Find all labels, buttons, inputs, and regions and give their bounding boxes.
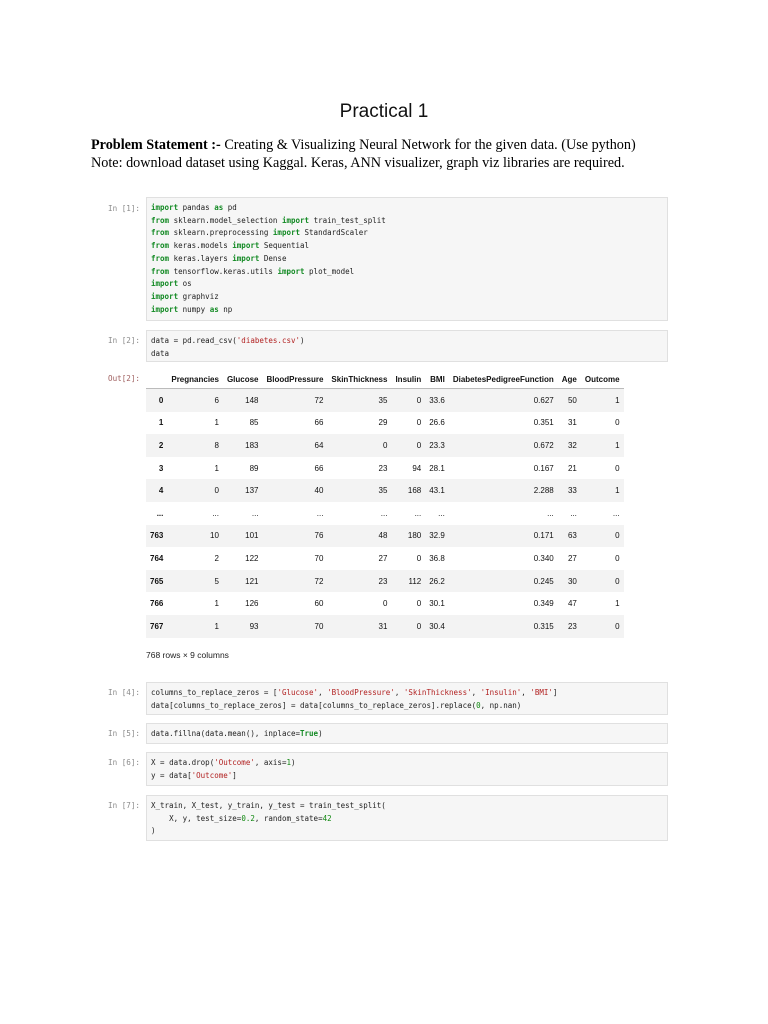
column-header: SkinThickness bbox=[327, 370, 391, 389]
code-input[interactable] bbox=[146, 330, 668, 362]
table-cell: 36.8 bbox=[429, 553, 445, 563]
table-row bbox=[146, 547, 624, 570]
statement-note: Note: download dataset using Kaggal. Keras, ANN visualizer, graph viz libraries are required. bbox=[91, 155, 625, 171]
cell-prompt: In [4]: bbox=[108, 688, 141, 697]
dataframe-shape: 768 rows × 9 columns bbox=[146, 650, 229, 660]
table-row bbox=[146, 479, 624, 502]
table-cell: 66 bbox=[314, 418, 324, 428]
table-cell: 63 bbox=[567, 531, 577, 541]
table-cell: ... bbox=[212, 508, 219, 518]
table-cell: 10 bbox=[210, 531, 219, 541]
table-header-row bbox=[146, 370, 624, 389]
table-cell: 0.167 bbox=[533, 463, 554, 473]
table-cell: 72 bbox=[314, 576, 324, 586]
row-index: 764 bbox=[150, 553, 164, 563]
table-cell: 0 bbox=[416, 599, 422, 609]
table-cell: 126 bbox=[245, 599, 259, 609]
table-cell: 47 bbox=[567, 599, 577, 609]
column-header: DiabetesPedigreeFunction bbox=[449, 370, 558, 389]
code-line: import pandas as pd bbox=[151, 203, 237, 212]
row-index: 0 bbox=[158, 395, 164, 405]
table-cell: 1 bbox=[214, 463, 219, 473]
code-input[interactable] bbox=[146, 795, 668, 841]
row-index: 2 bbox=[158, 440, 164, 450]
table-row bbox=[146, 615, 624, 638]
table-cell: 0 bbox=[416, 418, 422, 428]
table-cell: 60 bbox=[314, 599, 324, 609]
table-cell: 1 bbox=[214, 621, 219, 631]
row-index: 1 bbox=[158, 418, 164, 428]
table-cell: 183 bbox=[245, 440, 259, 450]
table-cell: ... bbox=[570, 508, 577, 518]
table-cell: 0 bbox=[615, 553, 620, 563]
table-cell: 0.627 bbox=[533, 395, 554, 405]
table-cell: 0.340 bbox=[533, 553, 554, 563]
row-index: 767 bbox=[150, 621, 164, 631]
table-cell: 1 bbox=[615, 599, 620, 609]
row-index: 766 bbox=[150, 599, 164, 609]
row-index: 763 bbox=[150, 531, 164, 541]
table-cell: 122 bbox=[245, 553, 259, 563]
table-cell: 0.672 bbox=[533, 440, 554, 450]
code-line: ) bbox=[151, 826, 156, 836]
table-cell: 0 bbox=[615, 576, 620, 586]
table-cell: 5 bbox=[214, 576, 219, 586]
table-row bbox=[146, 570, 624, 593]
table-cell: 2.288 bbox=[533, 486, 554, 496]
table-cell: 6 bbox=[214, 395, 219, 405]
statement-text: Creating & Visualizing Neural Network for the given data. (Use python) bbox=[220, 137, 636, 153]
table-cell: 121 bbox=[245, 576, 259, 586]
table-cell: 148 bbox=[245, 395, 259, 405]
table-cell: 85 bbox=[249, 418, 259, 428]
table-cell: 33.6 bbox=[429, 395, 445, 405]
table-cell: 1 bbox=[214, 599, 219, 609]
table-cell: 89 bbox=[249, 463, 259, 473]
code-input[interactable] bbox=[146, 682, 668, 715]
table-cell: 23 bbox=[378, 576, 388, 586]
table-cell: 31 bbox=[567, 418, 577, 428]
table-cell: 32.9 bbox=[429, 531, 445, 541]
code-input[interactable] bbox=[146, 197, 668, 321]
column-header: Outcome bbox=[581, 370, 624, 389]
code-line: from keras.models import Sequential bbox=[151, 241, 310, 251]
column-header: Age bbox=[558, 370, 581, 389]
table-cell: 2 bbox=[214, 553, 219, 563]
table-cell: 64 bbox=[314, 440, 324, 450]
table-cell: 28.1 bbox=[429, 463, 445, 473]
table-cell: 93 bbox=[249, 621, 259, 631]
code-input[interactable] bbox=[146, 723, 668, 744]
code-line: data[columns_to_replace_zeros] = data[columns_to_replace_zeros].replace(0, np.nan) bbox=[151, 700, 522, 710]
table-row bbox=[146, 434, 624, 457]
table-cell: 0 bbox=[214, 486, 219, 496]
table-cell: ... bbox=[414, 508, 422, 518]
table-cell: 30.1 bbox=[429, 599, 445, 609]
table-cell: 27 bbox=[567, 553, 577, 563]
table-cell: 0.351 bbox=[533, 418, 554, 428]
row-index: 3 bbox=[158, 463, 164, 473]
table-cell: ... bbox=[316, 508, 324, 518]
table-cell: 112 bbox=[408, 576, 422, 586]
table-cell: 8 bbox=[214, 440, 219, 450]
table-cell: 35 bbox=[378, 395, 388, 405]
code-line: from sklearn.model_selection import train_test_split bbox=[151, 215, 386, 225]
code-line: X = data.drop('Outcome', axis=1) bbox=[151, 758, 296, 767]
column-header: BloodPressure bbox=[263, 370, 328, 389]
code-line: data.fillna(data.mean(), inplace=True) bbox=[151, 729, 323, 738]
code-line: import numpy as np bbox=[151, 304, 233, 314]
table-cell: ... bbox=[438, 508, 445, 518]
table-cell: 0 bbox=[615, 531, 620, 541]
table-row bbox=[146, 412, 624, 435]
table-cell: 26.6 bbox=[429, 418, 445, 428]
table-cell: 66 bbox=[314, 463, 324, 473]
code-line: from keras.layers import Dense bbox=[151, 253, 287, 263]
table-cell: 27 bbox=[378, 553, 388, 563]
cell-prompt: In [2]: bbox=[108, 336, 141, 345]
problem-statement bbox=[91, 136, 691, 172]
table-cell: ... bbox=[547, 508, 554, 518]
cell-prompt: In [5]: bbox=[108, 729, 141, 738]
code-line: X, y, test_size=0.2, random_state=42 bbox=[169, 813, 332, 823]
column-header: Insulin bbox=[391, 370, 425, 389]
table-cell: 0 bbox=[615, 621, 620, 631]
column-header: Glucose bbox=[223, 370, 263, 389]
table-cell: 0.245 bbox=[533, 576, 554, 586]
table-cell: 48 bbox=[378, 531, 388, 541]
table-cell: 50 bbox=[567, 395, 577, 405]
table-cell: 101 bbox=[245, 531, 259, 541]
code-line: from tensorflow.keras.utils import plot_model bbox=[151, 266, 355, 276]
table-cell: 1 bbox=[615, 440, 620, 450]
table-cell: 0.315 bbox=[533, 621, 554, 631]
table-cell: 0 bbox=[416, 553, 422, 563]
statement-label: Problem Statement :- bbox=[91, 137, 221, 153]
table-cell: 23.3 bbox=[429, 440, 445, 450]
table-cell: 0 bbox=[383, 440, 388, 450]
row-index: 765 bbox=[150, 576, 164, 586]
table-cell: 1 bbox=[214, 418, 219, 428]
table-cell: 72 bbox=[314, 395, 324, 405]
code-input[interactable] bbox=[146, 752, 668, 786]
code-line: y = data['Outcome'] bbox=[151, 770, 237, 780]
table-cell: 76 bbox=[314, 531, 324, 541]
cell-prompt: In [7]: bbox=[108, 801, 141, 810]
cell-prompt: In [6]: bbox=[108, 758, 141, 767]
table-row bbox=[146, 502, 624, 525]
table-cell: 0 bbox=[615, 463, 620, 473]
table-cell: 26.2 bbox=[429, 576, 445, 586]
table-cell: 32 bbox=[567, 440, 577, 450]
table-row bbox=[146, 592, 624, 615]
table-cell: 137 bbox=[245, 486, 259, 496]
code-line: data = pd.read_csv('diabetes.csv') bbox=[151, 336, 305, 345]
code-line: columns_to_replace_zeros = ['Glucose', 'BloodPressure', 'SkinThickness', 'Insulin', 'BMI'] bbox=[151, 688, 558, 697]
table-cell: 31 bbox=[378, 621, 388, 631]
table-row bbox=[146, 389, 624, 412]
code-line: X_train, X_test, y_train, y_test = train_test_split( bbox=[151, 801, 386, 810]
table-cell: 1 bbox=[615, 486, 620, 496]
table-cell: 30.4 bbox=[429, 621, 445, 631]
table-cell: 23 bbox=[567, 621, 577, 631]
table-row bbox=[146, 525, 624, 548]
row-index: ... bbox=[156, 508, 164, 518]
table-cell: 0.349 bbox=[533, 599, 554, 609]
table-cell: 33 bbox=[567, 486, 577, 496]
table-cell: 29 bbox=[378, 418, 388, 428]
table-cell: ... bbox=[251, 508, 259, 518]
table-cell: 43.1 bbox=[429, 486, 445, 496]
table-cell: 0 bbox=[416, 440, 422, 450]
table-cell: 0 bbox=[416, 395, 422, 405]
table-cell: 21 bbox=[567, 463, 577, 473]
table-cell: 35 bbox=[378, 486, 388, 496]
table-cell: 1 bbox=[615, 395, 620, 405]
code-line: from sklearn.preprocessing import StandardScaler bbox=[151, 228, 368, 238]
table-row bbox=[146, 457, 624, 480]
table-cell: 180 bbox=[407, 531, 422, 541]
cell-prompt: In [1]: bbox=[108, 204, 141, 213]
index-header bbox=[146, 370, 167, 389]
table-cell: ... bbox=[612, 508, 620, 518]
table-cell: 23 bbox=[378, 463, 388, 473]
code-line: import os bbox=[151, 279, 192, 289]
table-cell: 40 bbox=[314, 486, 324, 496]
table-cell: 70 bbox=[314, 553, 324, 563]
column-header: BMI bbox=[425, 370, 449, 389]
table-cell: 94 bbox=[412, 463, 422, 473]
table-cell: 0 bbox=[416, 621, 422, 631]
output-prompt: Out[2]: bbox=[108, 374, 141, 383]
column-header: Pregnancies bbox=[167, 370, 223, 389]
table-cell: 70 bbox=[314, 621, 324, 631]
code-line: data bbox=[151, 348, 170, 358]
page-title: Practical 1 bbox=[339, 101, 429, 122]
table-cell: ... bbox=[380, 508, 388, 518]
dataframe-table bbox=[146, 370, 624, 638]
code-line: import graphviz bbox=[151, 291, 219, 301]
table-cell: 0 bbox=[615, 418, 620, 428]
row-index: 4 bbox=[158, 486, 164, 496]
table-cell: 168 bbox=[407, 486, 422, 496]
table-cell: 0 bbox=[383, 599, 388, 609]
table-cell: 30 bbox=[567, 576, 577, 586]
table-cell: 0.171 bbox=[533, 531, 554, 541]
